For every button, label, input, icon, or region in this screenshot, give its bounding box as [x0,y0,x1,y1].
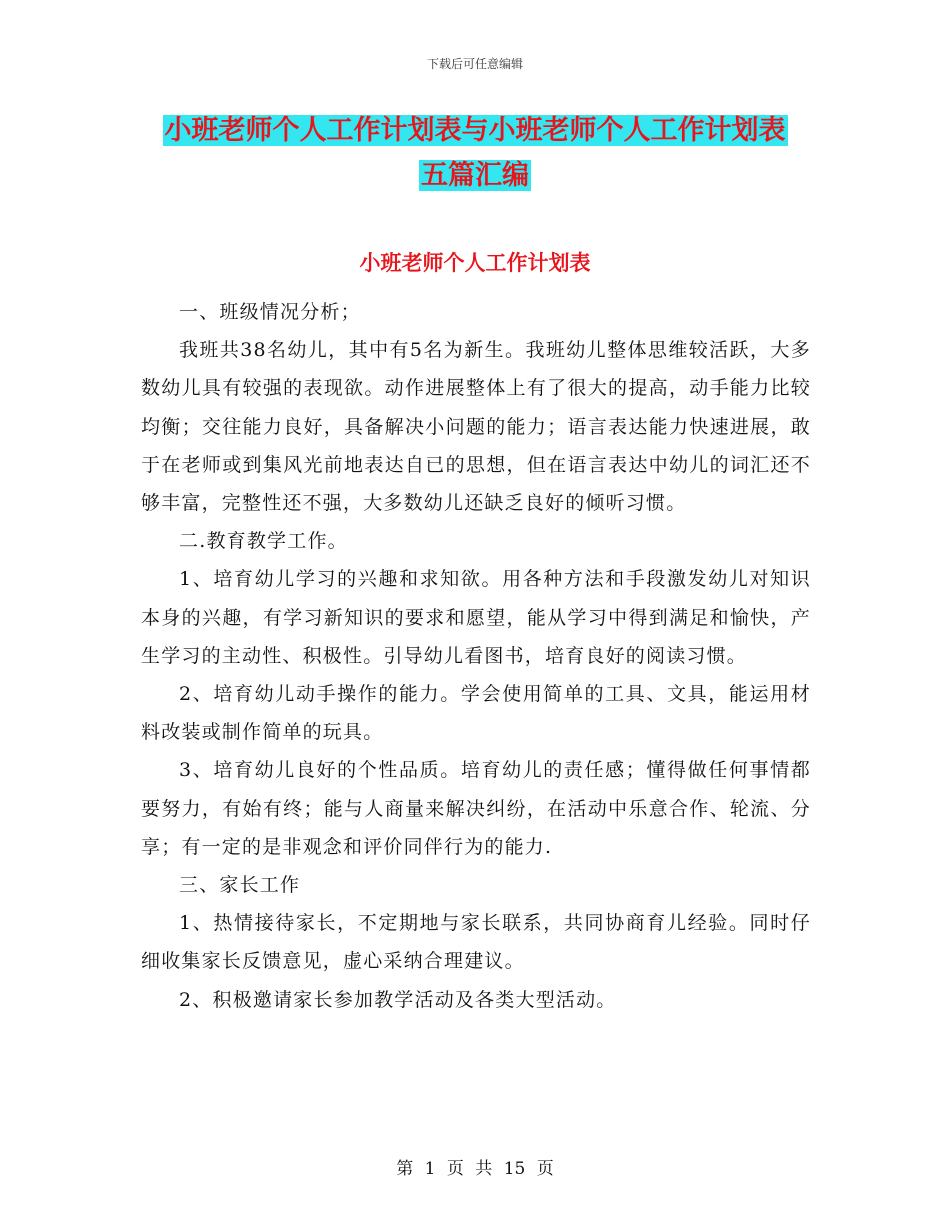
paragraph-teaching-item-2: 2、培育幼儿动手操作的能力。学会使用简单的工具、文具，能运用材料改装或制作简单的玩具。 [141,683,811,744]
paragraph-parents-item-2: 2、积极邀请家长参加教学活动及各类大型活动。 [179,988,617,1011]
paragraph-class-analysis-heading: 一、班级情况分析； [179,301,361,323]
document-title-line-1: 小班老师个人工作计划表与小班老师个人工作计划表 [164,115,786,146]
header-note: 下载后可任意编辑 [426,57,523,71]
document-title [0,108,950,198]
paragraph-parents-item-1: 1、热情接待家长，不定期地与家长联系，共同协商育儿经验。同时仔细收集家长反馈意见，虚心采纳合理建议。 [141,912,811,973]
paragraph-class-analysis: 我班共38名幼儿，其中有5名为新生。我班幼儿整体思维较活跃，大多数幼儿具有较强的表现欲。动作进展整体上有了很大的提高，动手能力比较均衡；交往能力良好，具备解决小问题的能力；语言表达能力快速进展，敢于在老师或到集风光前地表达自已的思想，但在语言表达中幼儿的词汇还不够丰富，完整性还不强，大多数幼儿还缺乏良好的倾听习惯。 [141,339,811,515]
body-text [141,293,811,1019]
page-number-footer: 第 1 页 共 15 页 [396,1159,554,1179]
paragraph-teaching-item-3: 3、培育幼儿良好的个性品质。培育幼儿的责任感；懂得做任何事情都要努力，有始有终；能与人商量来解决纠纷，在活动中乐意合作、轮流、分享；有一定的是非观念和评价同伴行为的能力. [141,759,811,858]
paragraph-parents-heading: 三、家长工作 [179,874,301,897]
paragraph-teaching-item-1: 1、培育幼儿学习的兴趣和求知欲。用各种方法和手段激发幼儿对知识本身的兴趣，有学习新知识的要求和愿望，能从学习中得到满足和愉快，产生学习的主动性、积极性。引导幼儿看图书，培育良好的阅读习惯。 [141,568,811,667]
paragraph-teaching-heading: 二.教育教学工作。 [179,530,348,553]
section-title: 小班老师个人工作计划表 [359,251,591,275]
document-title-line-2: 五篇汇编 [421,160,529,191]
